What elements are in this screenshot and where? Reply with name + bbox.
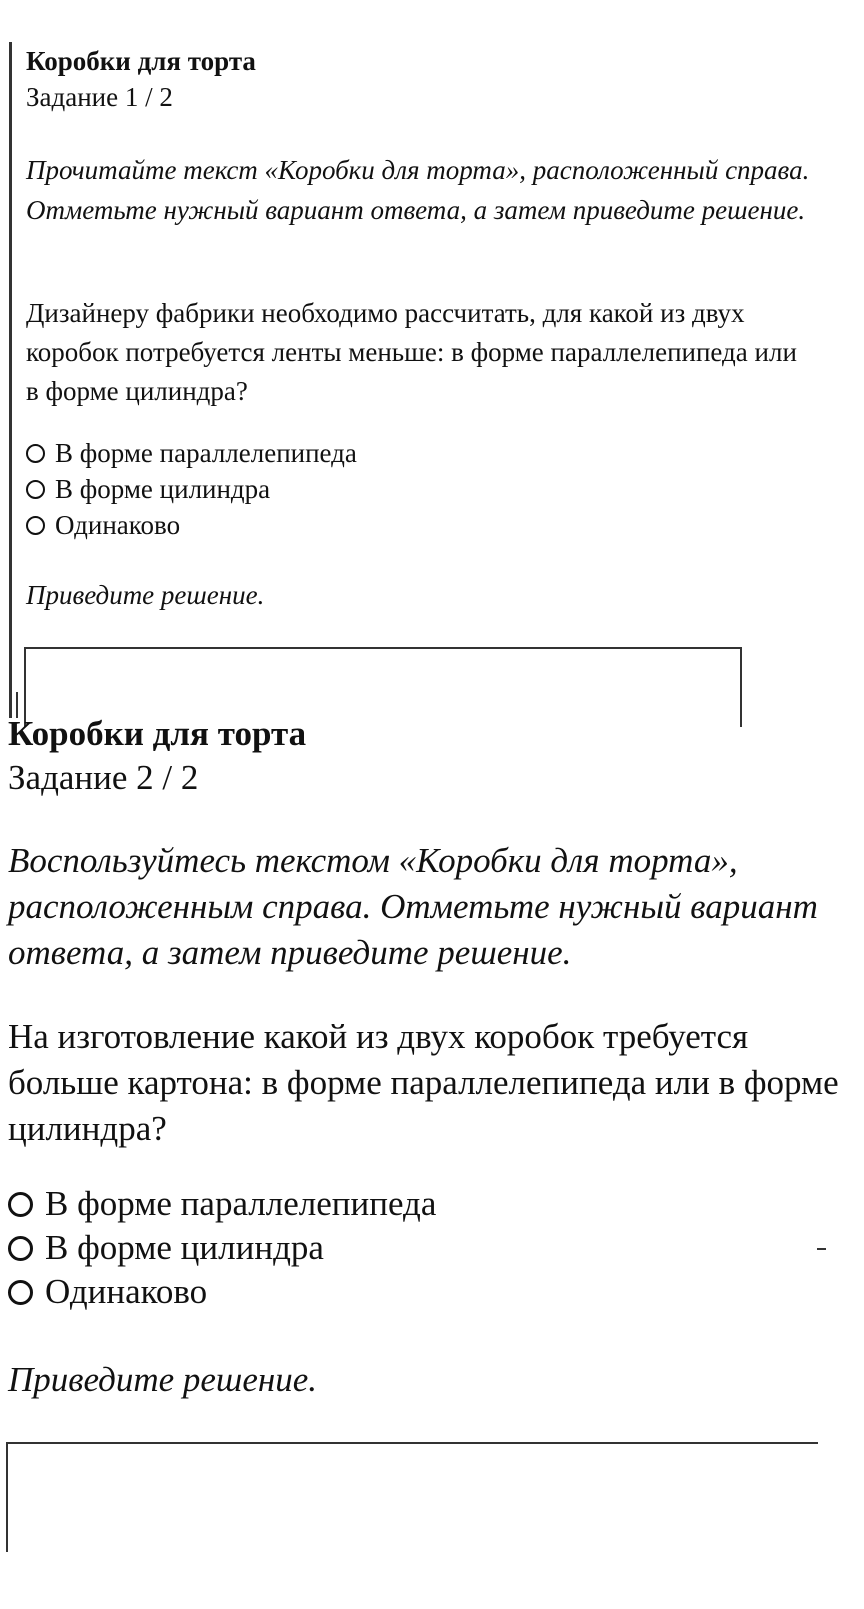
task-2-solution-input[interactable] <box>6 1442 818 1552</box>
panel-left-border <box>9 42 12 718</box>
task-1-counter: Задание 1 / 2 <box>26 82 173 112</box>
task-1-option-cylinder[interactable] <box>26 471 357 507</box>
option-label: В форме цилиндра <box>55 473 271 504</box>
radio-button-icon[interactable] <box>8 1280 33 1305</box>
task-1-solution-prompt: Приведите решение. <box>26 580 265 610</box>
task-2-option-cylinder[interactable] <box>8 1226 436 1270</box>
option-label: В форме параллелепипеда <box>45 1184 437 1223</box>
task-1-instruction: Прочитайте текст «Коробки для торта», расположенный справа. Отметьте нужный вариант ответа, а затем приведите решение. <box>26 155 810 225</box>
task-1-option-equal[interactable] <box>26 507 357 543</box>
task-1-answer-options <box>26 435 357 543</box>
task-1-question: Дизайнеру фабрики необходимо рассчитать, для какой из двух коробок потребуется ленты меньше: в форме параллелепипеда или в форме цилиндра? <box>26 298 797 406</box>
task-2-answer-options <box>8 1182 436 1314</box>
divider-mark <box>817 1248 826 1250</box>
radio-button-icon[interactable] <box>8 1192 33 1217</box>
task-1-title: Коробки для торта <box>26 46 256 76</box>
task-1-option-parallelepiped[interactable] <box>26 435 357 471</box>
task-2-title: Коробки для торта <box>8 714 307 753</box>
task-2-solution-prompt: Приведите решение. <box>8 1360 318 1399</box>
task-2-counter: Задание 2 / 2 <box>8 758 199 797</box>
task-2-instruction: Воспользуйтесь текстом «Коробки для торта», расположенным справа. Отметьте нужный вариант ответа, а затем приведите решение. <box>8 841 818 972</box>
option-label: В форме цилиндра <box>45 1228 324 1267</box>
radio-button-icon[interactable] <box>26 480 45 499</box>
task-2-option-equal[interactable] <box>8 1270 436 1314</box>
option-label: В форме параллелепипеда <box>55 437 357 468</box>
option-label: Одинаково <box>45 1272 208 1311</box>
radio-button-icon[interactable] <box>26 444 45 463</box>
option-label: Одинаково <box>55 509 181 540</box>
task-2-question: На изготовление какой из двух коробок требуется больше картона: в форме параллелепипеда или в форме цилиндра? <box>8 1017 839 1148</box>
radio-button-icon[interactable] <box>26 516 45 535</box>
task-2-option-parallelepiped[interactable] <box>8 1182 436 1226</box>
radio-button-icon[interactable] <box>8 1236 33 1261</box>
